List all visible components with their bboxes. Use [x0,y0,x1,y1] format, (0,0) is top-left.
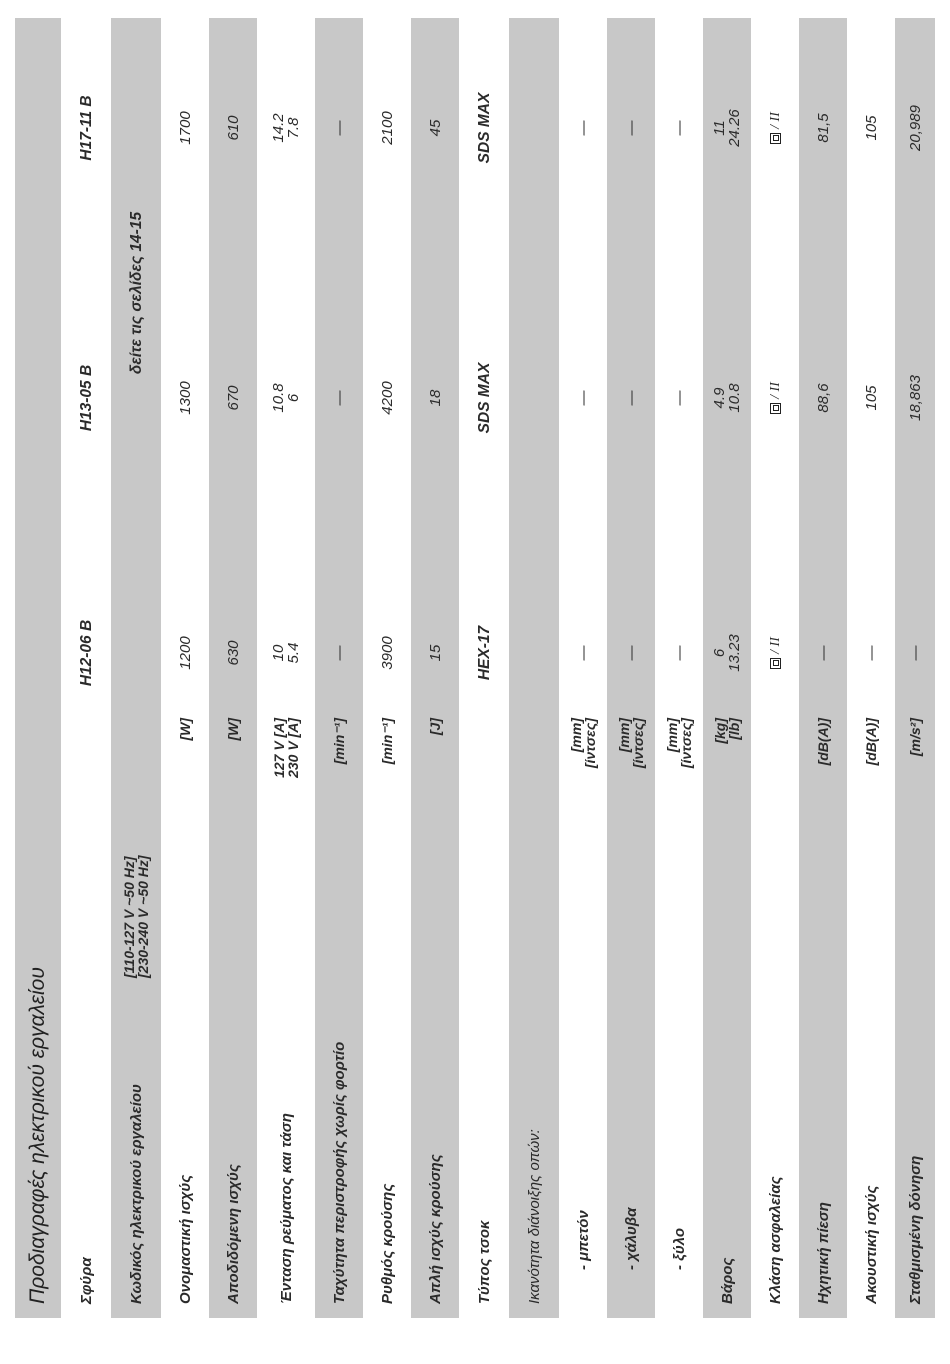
title-row [15,18,61,1318]
row-current [257,18,315,1318]
row-label: - μπετόν [574,1210,592,1270]
row-safety-class [751,18,799,1318]
value-h13: — [574,390,592,406]
value-h12: — [574,645,592,661]
row-sound-pressure [799,18,847,1318]
value-h13: — [670,390,688,406]
value-h12: — [814,645,832,661]
value-h13: 18,863 [906,375,924,421]
code-note: δείτε τις σελίδες 14-15 [127,211,145,375]
row-rated-power [161,18,209,1318]
value-h12 [703,593,751,713]
value-h12: — [622,645,640,661]
unit-line-2: [230-240 V ~50 Hz] [135,855,151,978]
unit-line-1: [mm] [568,718,584,753]
value-h17: 105 [862,115,880,141]
row-vibration [895,18,935,1318]
row-label: Κωδικός ηλεκτρικού εργαλείου [127,1084,145,1304]
row-label: Σταθμισμένη δόνηση [906,1155,924,1304]
row-impact-energy [411,18,459,1318]
value-127v: 10 [270,644,287,662]
row-label: Ένταση ρεύματος και τάση [277,1113,295,1304]
value-h12: HEX-17 [475,625,493,681]
unit-line-1: [110-127 V ~50 Hz] [121,856,137,978]
unit-line-1: 127 V [A] [271,718,287,778]
double-insulation-icon [770,403,781,414]
value-h17: SDS MAX [475,92,493,164]
value-h12: 3900 [378,636,396,670]
row-label: Αποδιδόμενη ισχύς [224,1164,242,1304]
value-h17: 20,989 [906,105,924,151]
row-weight [703,18,751,1318]
double-insulation-icon [770,133,781,144]
value-h12: — [862,645,880,661]
value-h13: 88,6 [814,383,832,413]
row-code [111,18,161,1318]
value-h17 [257,68,315,188]
row-sound-power [847,18,895,1318]
double-insulation-icon [770,658,781,669]
unit: [min⁻¹] [379,718,395,765]
value-h17: 610 [224,115,242,141]
model-header-row [61,18,111,1318]
model-h12: H12-06 B [77,619,95,687]
class-text: / II [767,382,783,399]
value-127v: 10.8 [270,383,287,413]
value-230v: 5.4 [285,642,302,664]
unit-line-2: 230 V [A] [285,718,301,778]
units [559,718,607,948]
unit: [m/s²] [907,718,923,757]
value-h17: 81,5 [814,113,832,143]
unit: [W] [225,718,241,741]
class-text: / II [767,112,783,129]
value-h12: — [906,645,924,661]
value-kg: 4.9 [711,387,728,409]
value-kg: 6 [711,648,728,658]
units [655,718,703,948]
unit-line-1: [mm] [664,718,680,753]
unit-line-1: [kg] [712,718,728,744]
value-h12: — [670,645,688,661]
row-label: Ταχύτητα περιστροφής χωρίς φορτίο [330,1041,348,1304]
row-label: Κλάση ασφαλείας [766,1176,784,1304]
value-230v: 6 [285,393,302,403]
row-label: Ικανότητα διάνοιξης οπών: [525,1129,543,1304]
value-h13: 18 [426,389,444,407]
value-h12: 630 [224,640,242,666]
spec-table [15,18,935,1318]
model-h17: H17-11 B [77,95,95,161]
row-label: - ξύλο [670,1227,688,1270]
value-h12 [751,593,799,713]
current-units [257,718,315,948]
value-h13 [751,338,799,458]
row-label: Ονομαστική ισχύς [176,1174,194,1304]
value-h17: — [670,120,688,136]
value-h17 [703,68,751,188]
unit: [W] [177,718,193,741]
value-h13: — [330,390,348,406]
unit-line-1: [mm] [616,718,632,753]
units [607,718,655,948]
row-capacity [509,18,559,1318]
row-steel [607,18,655,1318]
row-label: Ρυθμός κρούσης [378,1183,396,1304]
value-h17: 45 [426,119,444,137]
value-127v: 14.2 [270,113,287,143]
row-label: - χάλυβα [622,1207,640,1270]
unit: [dB(A)] [863,718,879,766]
value-h12: — [330,645,348,661]
value-h13 [257,338,315,458]
value-h12 [257,593,315,713]
class-text: / II [767,637,783,654]
value-h13: 1300 [176,381,194,415]
value-h13: 670 [224,385,242,411]
value-h17: 1700 [176,111,194,145]
value-h13: — [622,390,640,406]
row-output-power [209,18,257,1318]
unit-line-2: [ίντσες] [630,718,646,769]
row-label: Απλή ισχύς κρούσης [426,1154,444,1304]
unit: [J] [427,718,443,736]
value-h13: 4200 [378,381,396,415]
row-impact-rate [363,18,411,1318]
value-h17: — [622,120,640,136]
units [703,718,751,948]
hammer-label: Σφύρα [77,1257,95,1304]
unit: [dB(A)] [815,718,831,766]
voltage-units [111,678,161,978]
unit-line-2: [ίντσες] [582,718,598,769]
value-h12: 1200 [176,636,194,670]
value-h13 [703,338,751,458]
value-kg: 11 [711,120,728,136]
value-lb: 13.23 [726,634,743,672]
value-lb: 10.8 [726,383,743,413]
value-h13: SDS MAX [475,362,493,434]
row-wood [655,18,703,1318]
value-230v: 7.8 [285,117,302,139]
model-h13: H13-05 B [77,364,95,432]
value-h17: — [574,120,592,136]
row-label: Τύπος τσοκ [475,1220,493,1304]
page-title: Προδιαγραφές ηλεκτρικού εργαλείου [26,967,49,1304]
row-no-load-speed [315,18,363,1318]
value-h17: 2100 [378,111,396,145]
value-h17: — [330,120,348,136]
row-label: Βάρος [718,1257,736,1304]
row-label: Ηχητική πίεση [814,1202,832,1304]
unit-line-2: [lb] [726,718,742,740]
row-concrete [559,18,607,1318]
value-h13: 105 [862,385,880,411]
row-tool-type [459,18,509,1318]
row-label: Ακουστική ισχύς [862,1185,880,1304]
value-lb: 24.26 [726,109,743,147]
unit: [min⁻¹] [331,718,347,765]
unit-line-2: [ίντσες] [678,718,694,769]
value-h17 [751,68,799,188]
value-h12: 15 [426,644,444,662]
